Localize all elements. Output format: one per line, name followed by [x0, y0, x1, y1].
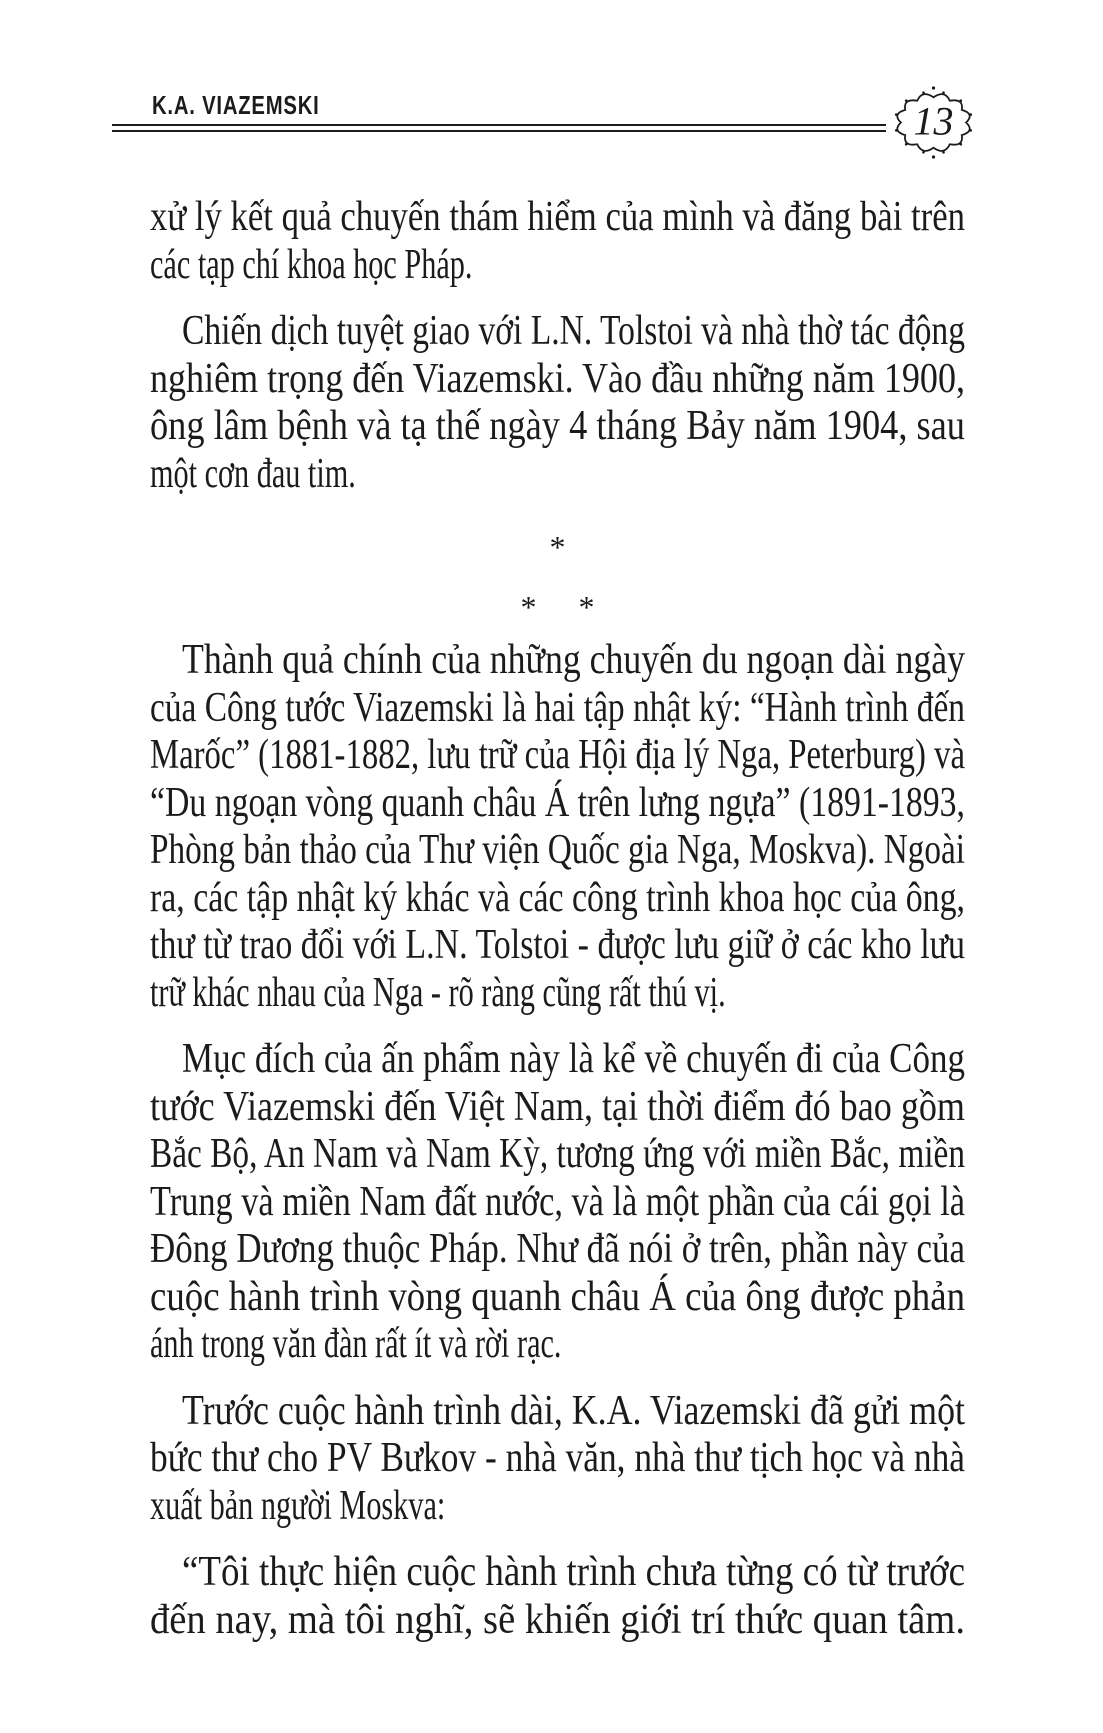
text-line-content: Marốc” (1881-1882, lưu trữ của Hội địa lý Nga, Peterburg) và: [150, 732, 965, 778]
text-line: [150, 1084, 965, 1132]
paragraph: [150, 1549, 965, 1644]
text-line-content: “Du ngoạn vòng quanh châu Á trên lưng ngựa” (1891-1893,: [150, 779, 965, 826]
asterisk-separator: *: [549, 529, 566, 565]
text-line: [150, 1597, 965, 1645]
text-line: [150, 732, 965, 780]
text-line-content: bức thư cho PV Bưkov - nhà văn, nhà thư tịch học và nhà: [150, 1435, 965, 1481]
text-line-content: Đông Dương thuộc Pháp. Như đã nói ở trên, phần này của: [150, 1226, 965, 1272]
text-line: [150, 1549, 965, 1597]
text-line: [150, 1036, 965, 1084]
text-line-content: ánh trong văn đàn rất ít và rời rạc.: [150, 1321, 562, 1367]
paragraph: [150, 637, 965, 1017]
text-line-content: cuộc hành trình vòng quanh châu Á của ông được phản: [150, 1273, 965, 1320]
text-line-content: nghiêm trọng đến Viazemski. Vào đầu những năm 1900,: [150, 355, 965, 402]
text-line: [150, 875, 965, 923]
paragraph: [150, 308, 965, 498]
text-line: [150, 1131, 965, 1179]
running-title: K.A. VIAZEMSKI: [152, 90, 320, 120]
text-line-content: xử lý kết quả chuyến thám hiểm của mình và đăng bài trên: [150, 194, 965, 240]
asterisk-separator: *: [578, 589, 595, 625]
text-line: [150, 1321, 965, 1369]
text-line-content: đến nay, mà tôi nghĩ, sẽ khiến giới trí thức quan tâm.: [150, 1596, 965, 1643]
text-line: [150, 1226, 965, 1274]
page-number-ornament: [885, 78, 982, 167]
text-line-content: ra, các tập nhật ký khác và các công trình khoa học của ông,: [150, 874, 965, 921]
text-line-content: Chiến dịch tuyệt giao với L.N. Tolstoi và nhà thờ tác động: [182, 308, 965, 354]
text-line: [150, 1483, 965, 1531]
text-line-content: Trước cuộc hành trình dài, K.A. Viazemski đã gửi một: [182, 1387, 965, 1434]
text-line: [150, 403, 965, 451]
text-line-content: thư từ trao đổi với L.N. Tolstoi - được lưu giữ ở các kho lưu: [150, 922, 965, 968]
separator-row: [150, 517, 965, 577]
text-line-content: xuất bản người Moskva:: [150, 1482, 446, 1529]
text-line: [150, 356, 965, 404]
paragraph: [150, 194, 965, 289]
text-line: [150, 1388, 965, 1436]
text-line-content: ông lâm bệnh và tạ thế ngày 4 tháng Bảy năm 1904, sau: [150, 403, 965, 449]
header-rule: [112, 124, 886, 132]
text-line: [150, 685, 965, 733]
text-line-content: Trung và miền Nam đất nước, và là một phần của cái gọi là: [150, 1178, 965, 1225]
page-number: 13: [913, 97, 954, 143]
text-line-content: Phòng bản thảo của Thư viện Quốc gia Nga, Moskva). Ngoài: [150, 827, 965, 873]
text-line: [150, 308, 965, 356]
paragraph: [150, 1388, 965, 1531]
text-line-content: một cơn đau tim.: [150, 450, 356, 497]
page-body: [150, 194, 965, 1663]
text-line-content: trữ khác nhau của Nga - rõ ràng cũng rất thú vị.: [150, 969, 726, 1016]
section-break-separator: [150, 517, 965, 637]
separator-row: [150, 577, 965, 637]
asterisk-separator: *: [520, 589, 537, 625]
text-line: [150, 1435, 965, 1483]
text-line-content: của Công tước Viazemski là hai tập nhật ký: “Hành trình đến: [150, 684, 965, 731]
text-line: [150, 922, 965, 970]
text-line: [150, 194, 965, 242]
text-line: [150, 970, 965, 1018]
text-line-content: Thành quả chính của những chuyến du ngoạn dài ngày: [182, 637, 965, 683]
paragraph: [150, 1036, 965, 1369]
text-line-content: “Tôi thực hiện cuộc hành trình chưa từng có từ trước: [182, 1549, 965, 1595]
text-line: [150, 637, 965, 685]
text-line-content: Mục đích của ấn phẩm này là kể về chuyến đi của Công: [182, 1036, 965, 1082]
text-line: [150, 451, 965, 499]
text-line: [150, 1179, 965, 1227]
text-line-content: các tạp chí khoa học Pháp.: [150, 241, 473, 288]
text-line: [150, 1274, 965, 1322]
text-line-content: tước Viazemski đến Việt Nam, tại thời điểm đó bao gồm: [150, 1083, 965, 1130]
text-line: [150, 780, 965, 828]
text-line: [150, 242, 965, 290]
text-line-content: Bắc Bộ, An Nam và Nam Kỳ, tương ứng với miền Bắc, miền: [150, 1131, 965, 1177]
text-line: [150, 827, 965, 875]
